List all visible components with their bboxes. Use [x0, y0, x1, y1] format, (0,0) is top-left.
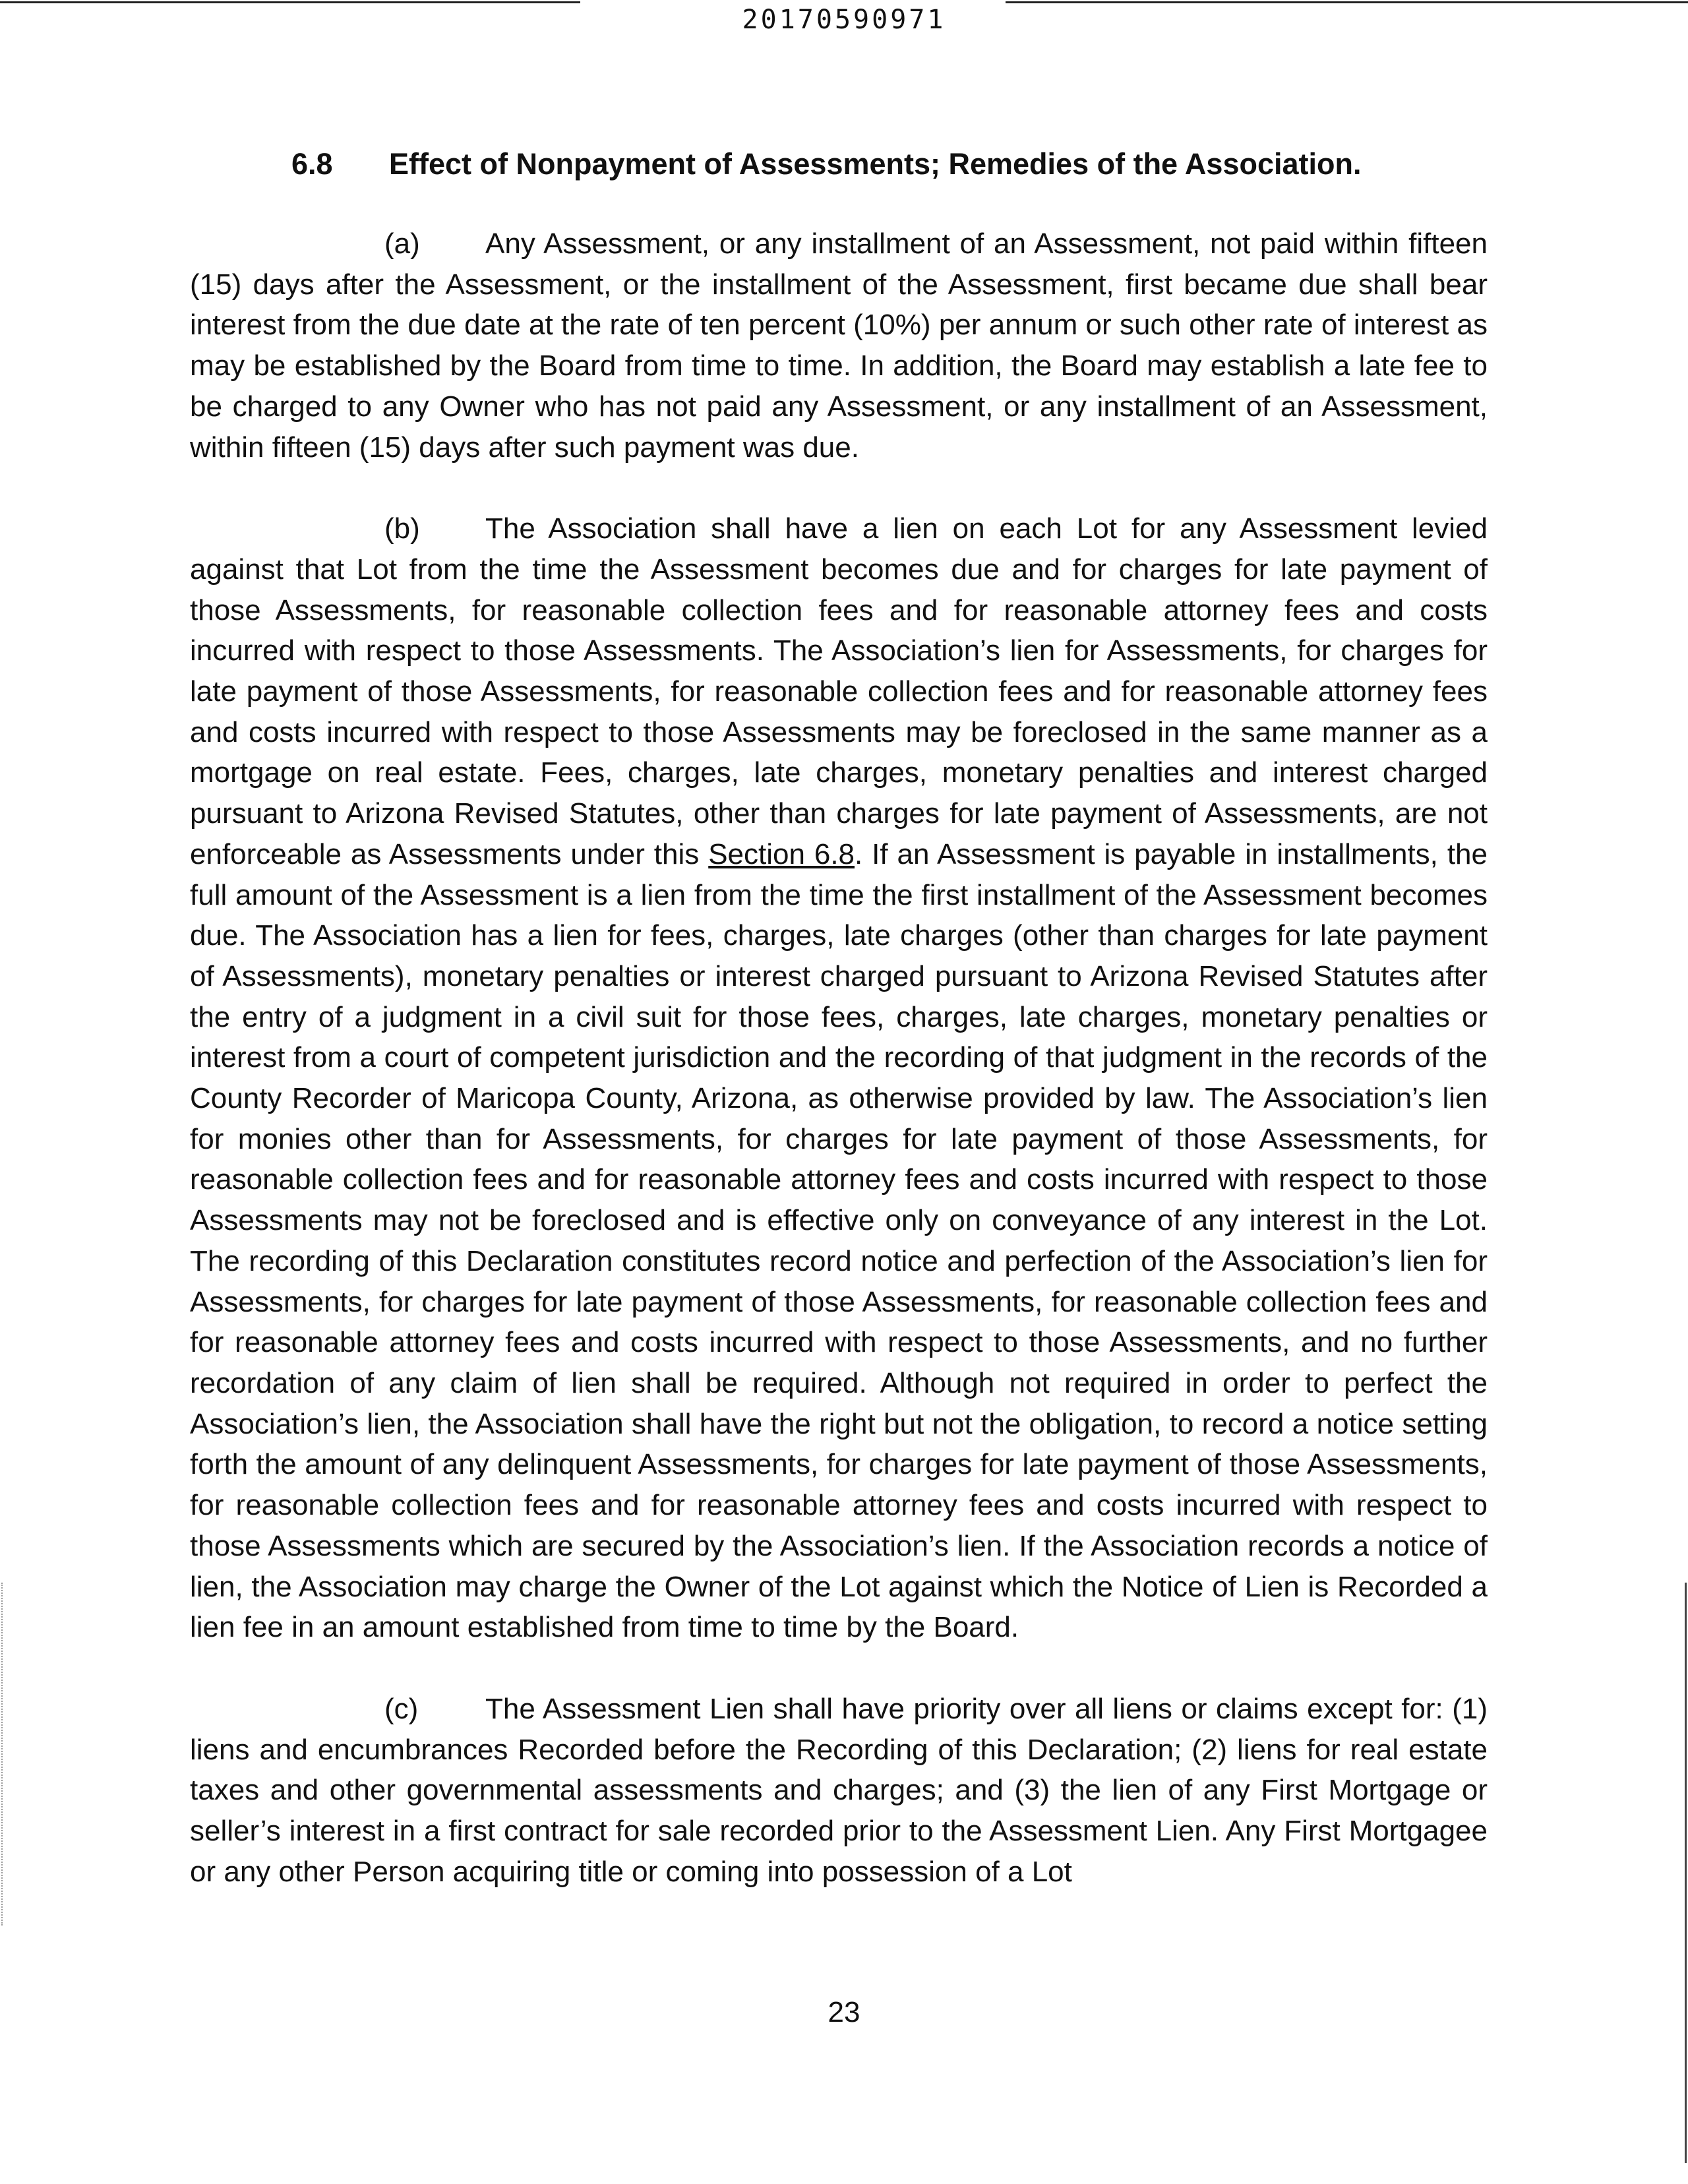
section-heading — [190, 145, 1488, 183]
paragraph-a — [190, 224, 1488, 468]
paragraph-text: Any Assessment, or any installment of an Assessment, not paid within fifteen (15) days after the Assessment, or the installment of the Assessment, first became due shall bear interest from the due date at the rate of ten percent (10%) per annum or such other rate of interest as may be established by the Board from time to time. In addition, the Board may establish a late fee to be charged to any Owner who has not paid any Assessment, or any installment of an Assessment, within fifteen (15) days after such payment was due. — [190, 228, 1488, 464]
paragraph-label: (b) — [384, 512, 420, 545]
page-body — [190, 145, 1488, 1933]
document-number: 20170590971 — [742, 5, 946, 35]
section-title: Effect of Nonpayment of Assessments; Remedies of the Association. — [389, 147, 1362, 181]
paragraph-text: The Association shall have a lien on each Lot for any Assessment levied against that Lot from the time the Assessment becomes due and for charges for late payment of those Assessments, for reasonable collection fees and for reasonable attorney fees and costs incurred with respect to those Assessments. The Association’s lien for Assessments, for charges for late payment of those Assessments, for reasonable collection fees and for reasonable attorney fees and costs incurred with respect to those Assessments may be foreclosed in the same manner as a mortgage on real estate. Fees, charges, late charges, monetary penalties and interest charged pursuant to Arizona Revised Statutes, other than charges for late payment of Assessments, are not enforceable as Assessments under this — [190, 512, 1488, 870]
paragraph-label: (a) — [384, 228, 420, 260]
section-cross-reference: Section 6.8 — [708, 837, 855, 870]
scan-edge-left — [1, 1583, 3, 1926]
page-number: 23 — [828, 1996, 860, 2028]
paragraph-b — [190, 508, 1488, 1648]
paragraph-text: The Assessment Lien shall have priority over all liens or claims except for: (1) liens and encumbrances Recorded before the Recording of this Declaration; (2) liens for real estate taxes and other governmental assessments and charges; and (3) the lien of any First Mortgage or seller’s interest in a first contract for sale recorded prior to the Assessment Lien. Any First Mortgagee or any other Person acquiring title or coming into possession of a Lot — [190, 1692, 1488, 1888]
paragraph-label: (c) — [384, 1692, 419, 1725]
section-number: 6.8 — [291, 147, 333, 181]
paragraph-text-continued: . If an Assessment is payable in installments, the full amount of the Assessment is a lien from the time the first installment of the Assessment becomes due. The Association has a lien for fees, charges, late charges (other than charges for late payment of Assessments), monetary penalties or interest charged pursuant to Arizona Revised Statutes after the entry of a judgment in a civil suit for those fees, charges, late charges, monetary penalties or interest from a court of competent jurisdiction and the recording of that judgment in the records of the County Recorder of Maricopa County, Arizona, as otherwise provided by law. The Association’s lien for monies other than for Assessments, for charges for late payment of those Assessments, for reasonable collection fees and for reasonable attorney fees and costs incurred with respect to those Assessments may not be foreclosed and is effective only on conveyance of any interest in the Lot. The recording of this Declaration constitutes record notice and perfection of the Association’s lien for Assessments, for charges for late payment of those Assessments, for reasonable collection fees and for reasonable attorney fees and costs incurred with respect to those Assessments, and no further recordation of any claim of lien shall be required. Although not required in order to perfect the Association’s lien, the Association shall have the right but not the obligation, to record a notice setting forth the amount of any delinquent Assessments, for charges for late payment of those Assessments, for reasonable collection fees and for reasonable attorney fees and costs incurred with respect to those Assessments which are secured by the Association’s lien. If the Association records a notice of lien, the Association may charge the Owner of the Lot against which the Notice of Lien is Recorded a lien fee in an amount established from time to time by the Board. — [190, 837, 1488, 1644]
top-rule-left — [0, 1, 580, 3]
paragraph-c — [190, 1689, 1488, 1893]
scan-edge-right — [1685, 1583, 1687, 2163]
top-rule-right — [1006, 1, 1688, 3]
